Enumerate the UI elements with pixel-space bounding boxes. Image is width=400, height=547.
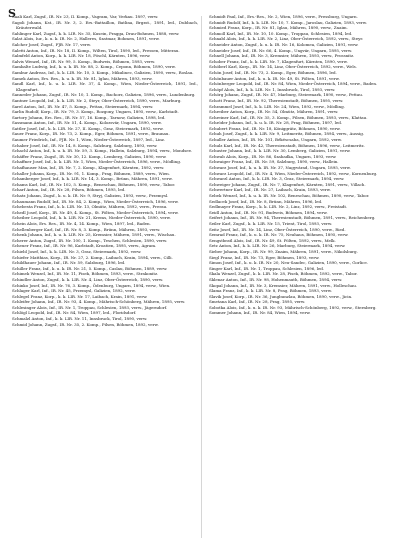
- register-entry: Semrad Franz, Inf., k. u. k. IR. Nr. 75, Neuhaus, Böhmen, 1895, verw.: [209, 232, 349, 238]
- register-entry: Smetana Karl, Inf., IR. Nr. 28, Prag, 1895, verw.: [209, 299, 306, 305]
- left-column: [12, 14, 198, 542]
- register-entry: Schmoll Karl, Inf., IR. Nr. 10, 10. Komp., Troppau, Schlesien, 1894, led.: [209, 30, 353, 36]
- register-entry: Schmid Johann, Zugsf., IR. Nr. 35, 2. Komp., Pilsen, Böhmen, 1892, verw.: [12, 321, 159, 327]
- register-entry: Schäffer Franz, Zugsf., IR. Nr. 30, 12. Komp., Lemberg, Galizien, 1890, verw.: [12, 153, 167, 159]
- register-entry: Sedlacek Josef, Inf., IR. Nr. 8, Brünn, Mähren, 1896, led.: [209, 198, 323, 204]
- register-entry: Schöberl Karl, Korp., IR. Nr. 14, Linz, Ober-Österreich, 1892, verw., Wels.: [209, 64, 357, 70]
- page-letter-heading: S: [8, 7, 16, 20]
- register-entry: Schwaiger Franz, Inf., IR. Nr. 59, Salzburg, 1890, verw., Hallein.: [209, 159, 339, 165]
- register-entry: Schams Karl, Inf., IR. Nr. 102, 5. Komp., Beneschau, Böhmen, 1890, verw., Tabor.: [12, 181, 176, 187]
- register-entry: Schiefer Matthias, Korp., IR. Nr. 27, 2. Komp., Laibach, Krain, 1894, verw., Cilli.: [12, 254, 173, 260]
- register-entry: Seidl Anton, Inf., IR. Nr. 91, Budweis, Böhmen, 1894, verw.: [209, 209, 328, 215]
- register-entry: Schachl Anton, Inf., k. u. k. IR. Nr. 59, 3. Komp., Hallein, Salzburg, 1894, verw., Mondsee.: [12, 148, 193, 154]
- register-entry: Schnell Johann, Inf., IR. Nr. 3, Kremsier, Mähren, 1893, verw., Prossnitz.: [209, 53, 355, 59]
- register-entry: Schiebl Josef, Inf., k. k. LIR. Nr. 3, Graz, Steiermark, 1892, verw.: [12, 248, 142, 254]
- register-entry: Schatz Johann, Zugsf., k. u. k. IR. Nr. 9, Stryj, Galizien, 1893, verw., Przemysl.: [12, 193, 169, 198]
- register-entry: Schnabl Alois, Inf., k. k. LIR. Nr. 2, Linz, Ober-Österreich, 1892, verw., Steyr.: [209, 36, 364, 42]
- register-entry: Schwab Alois, Korp., IR. Nr. 86, Szabadka, Ungarn, 1893, verw.: [209, 153, 337, 159]
- register-entry: Samek Anton, Ers. Res., k. u. k. IR. Nr. 81, Iglau, Mähren, 1893, verw.: [12, 75, 153, 81]
- register-entry: Schinko Josef, Inf., IR. Nr. 76, 3. Komp., Ödenburg, Ungarn, 1894, verw., Wien.: [12, 282, 171, 288]
- register-entry: Salmfeld Anton, Korp., k. k. LIR. Nr. 18, Pöschl, Kärnten, 1896, verw.: [12, 53, 151, 59]
- register-entry: Sahlinger Karl, Zugsf., k. k. LIR. Nr. 35, Kusein, Pragga, Drau-Bohmen, 1888, verw.: [12, 30, 180, 36]
- register-entry: Schuster Johann, Inf., k. k. LIR. Nr. 30, Lemberg, Galizien, 1891, verw.: [209, 148, 351, 154]
- register-entry: Schaumann Rudolf, Inf., IR. Nr. 84, 2. Komp., Wien, Nieder-Österreich, 1896, verw.: [12, 198, 179, 204]
- register-entry: Schaber Josef, Inf., IR. Nr. 14, 8. Komp., Salzburg, Salzburg, 1893, verw.: [12, 142, 158, 148]
- register-entry: Schönbauer Anton, Inf., k. u. k. IR. Nr. 49, St. Pölten, 1891, verw.: [209, 75, 340, 81]
- register-entry: Setz Anton, Inf., k. k. LIR. Nr. 26, Marburg, Steiermark, 1894, verw.: [209, 243, 346, 249]
- register-entry: Siegl Franz, Inf., IR. Nr. 73, Eger, Böhmen, 1893, verw.: [209, 254, 320, 260]
- register-entry: Schwertner Karl, Inf., IR. Nr. 27, Laibach, Krain, 1893, verw.: [209, 187, 331, 193]
- register-entry: Saumer Friedrich, Inf., FJB. Nr. 1, Wien, Nieder-Österreich, 1897, led., Linz.: [12, 137, 166, 143]
- register-entry: Schönberger Leopold, Inf., IR. Nr. 84, Wien, Nieder-Österreich, 1894, verw., Baden.: [209, 81, 378, 87]
- register-entry: Sambur Andreas, Inf., k. k. LIR. Nr. 10, 3. Komp., Mikulinec, Galizien, 1890, verw., Roslau.: [12, 69, 194, 75]
- register-entry: Schubert Franz, Inf., IR. Nr. 18, Königgrätz, Böhmen, 1890, verw.: [209, 125, 341, 131]
- register-entry: Sambalte Ludwig, Inf., k. u. k. IR. Nr. 88, 2. Komp., Ceponn, Böhmen, 1890, verw.: [12, 64, 176, 70]
- register-entry: Schreiner Karl, Inf., IR. Nr. 35, 3. Komp., Pilsen, Böhmen, 1893, verw., Klattau.: [209, 114, 368, 120]
- register-entry: Santner Leopold, Inf., k. k. LIR. Nr. 2, Steyr, Ober-Österreich, 1890, verw., Marburg.: [12, 97, 182, 103]
- register-entry: Schöpf Alois, Inf., k. k. LIR. Nr. 1, Innsbruck, Tirol, 1893, verw.: [209, 86, 336, 92]
- column-divider: [201, 16, 202, 538]
- register-entry: Schebesta Franz, Inf., k. k. LIR. Nr. 13, Olmütz, Mähren, 1892, verw., Prerau.: [12, 204, 168, 210]
- register-entry: Schröder Johann, Inf., k. u. k. IR. Nr. 28, Prag, Böhmen, 1897, led.: [209, 120, 342, 126]
- register-entry: Schneider Anton, Zugsf., k. u. k. IR. Nr. 16, Kolomea, Galizien, 1891, verw.: [209, 41, 359, 47]
- register-entry: Schlager Karl, Inf., IR. Nr. 45, Przemysl, Galizien, 1892, verw.: [12, 288, 136, 294]
- register-entry: Singer Karl, Inf., IR. Nr. 1, Troppau, Schlesien, 1896, led.: [209, 265, 325, 271]
- register-entry: Salcher Josef, Zugsf., FJB. Nr. 17, verw.: [12, 41, 91, 47]
- register-entry: Schuller Anton, Inf., IR. Nr. 101, Békéscsaba, Ungarn, 1892, verw.: [209, 137, 342, 143]
- register-entry: Schmied Franz, Korp., IR. Nr. 81, Iglau, Mähren, 1890, verw., Znaim.: [209, 25, 348, 31]
- register-entry: Saali Karl, Zugsf., IR. Nr. 23, II. Komp., Vagram, Var, Verkau. 1897, verw.: [12, 14, 159, 19]
- register-entry: Seiler Karl, Zugsf., k. k. LIR. Nr. 15, Trient, Tirol, 1893, verw.: [209, 220, 333, 226]
- register-entry: Schulz Karl, Inf., IR. Nr. 42, Theresienstadt, Böhmen, 1896, verw., Leitmeritz.: [209, 142, 365, 148]
- register-entry: Scherer Anton, Zugsf., IR. Nr. 100, 1. Komp., Teschen, Schlesien, 1890, verw.: [12, 237, 168, 243]
- register-entry: Sebek Wenzel, Inf., k. u. k. IR. Nr. 102, Beneschau, Böhmen, 1890, verw., Tabor.: [209, 193, 370, 198]
- register-entry: Sauer Franz, Korp., IR. Nr. 73, 2. Komp., Eger, Böhmen, 1891, verw., Braunau.: [12, 131, 170, 137]
- register-entry: Schön Josef, Inf., IR. Nr. 73, 2. Komp., Eger, Böhmen, 1896, led.: [209, 69, 337, 75]
- register-entry: Simon Josef, Inf., k. u. k. IR. Nr. 20, Neu-Sandec, Galizien, 1890, verw., Gorlice.: [209, 260, 368, 266]
- register-entry: Schmidt Paul, Inf., Ers.-Res., Nr. 2, Wien, 1896, verw., Pressburg, Ungarn.: [209, 14, 358, 19]
- register-entry: Sieber Johann, Korp., IR. Nr. 99, Znaim, Mähren, 1891, verw., Nikolsburg.: [209, 248, 358, 254]
- register-entry: Schlögl Leopold, Inf., IR. Nr. 84, Wien, 1897, led., Floridsdorf.: [12, 310, 137, 316]
- register-entry: Seifert Johann, Inf., IR. Nr. 94, Theresienstadt, Böhmen, 1891, verw., Reichenberg.: [209, 215, 376, 221]
- register-entry: Schimek Wenzel, Inf., IR. Nr. 11, Pisek, Böhmen, 1893, verw., Strakonitz.: [12, 271, 159, 277]
- register-entry: Scheiber Leopold, Inf., k. k. LIR. Nr. 21, Krems, Nieder-Österreich, 1890, verw.: [12, 215, 171, 221]
- register-entry: Schwarz Leopold, Inf., IR. Nr. 4, Wien, Nieder-Österreich, 1892, verw., Korneuburg.: [209, 170, 378, 176]
- register-entry: Schindler Anton, Zugsf., k. k. LIR. Nr. 4, Linz, Ober-Österreich, 1890, verw.: [12, 276, 164, 282]
- register-entry: Sattler Josef, Inf., k. k. LIR. Nr. 27, II. Komp., Graz, Steiermark, 1892, verw.: [12, 125, 164, 131]
- register-entry: Sarlin Rudolf, Korp., IR. Nr. 79, 3. Komp., Rozgony, Ungarn, 1895, verw., Karlstadt.: [12, 109, 179, 115]
- register-entry: Schörg Johann, Zugsf., IR. Nr. 47, Marburg, Steiermark, 1890, verw., Pettau.: [209, 92, 364, 98]
- register-entry: Schildhauer Johann, Inf., IR. Nr. 59, Salzburg, 1896, led.: [12, 260, 126, 266]
- register-entry: Scharf Anton, Inf., IR. Nr. 28, Pilsen, Böhmen, 1895, led.: [12, 187, 126, 193]
- register-entry: Schober Franz, Inf., k. k. LIR. Nr. 7, Klagenfurt, Kärnten, 1890, verw.: [209, 58, 348, 64]
- register-entry: Salvis Wenzel, Inf., IR. Nr. 99, 5. Komp., Budweis, Böhmen, 1893, verw.: [12, 58, 156, 64]
- register-entry: Schamberger Josef, Inf., k. k. LIR. Nr. 14, 3. Komp., Brünn, Mähren, 1891, verw.: [12, 176, 173, 182]
- register-entry: Schwarz Josef, Inf., k. u. k. IR. Nr. 37, Nagyvárad, Ungarn, 1895, verw.: [209, 165, 351, 171]
- register-entry: Skala Wenzel, Zugsf., k. k. LIR. Nr. 28, Pisek, Böhmen, 1892, verw., Tabor.: [209, 271, 358, 277]
- register-entry: Scheuer Franz, Inf., IR. Nr. 96, Karlstadt, Kroatien, 1895, verw., Agram.: [12, 243, 157, 249]
- register-entry: Schafhauser Max, Inf., IR. Nr. 7, 2. Komp., Klagenfurt, Kärnten, 1892, verw.: [12, 165, 165, 171]
- register-entry: Sommer Johann, Inf., IR. Nr. 84, Wien, 1894, verw.: [209, 310, 311, 316]
- register-entry: Salat Alois, Iur., k. u. k. IR. Nr. 2, Halleres, Szatmar, Bohmen, 1891, verw.: [12, 36, 160, 42]
- register-entry: Sartory Johann, Ers. Res., IR. Nr. 57, 16. Komp., Tarnow, Galizien, 1898, led.: [12, 114, 166, 120]
- register-entry: Schleifer Johann, Inf., IR. Nr. 93, 4. Komp., Mährisch-Schönberg, Mähren, 1895, verw.: [12, 299, 186, 305]
- register-entry: Sobotka Alois, Inf., k. u. k. IR. Nr. 93, Mährisch-Schönberg, 1892, verw., Sternberg.: [209, 304, 377, 310]
- register-entry: Sklenar Anton, Inf., IR. Nr. 98, Hohenmauth, Böhmen, 1894, verw.: [209, 276, 343, 282]
- register-entry: Saletti Anton, Inf., IR. Nr. 18, II. Komp., Wilten, Tirol, 1890, led., Pressen, Mitterau.: [12, 47, 180, 53]
- register-entry: Sassmann Anton, Inf., IR. Nr. 51, 4. Komp., Kolozsvár, Ungarn, 1890, verw.: [12, 120, 162, 126]
- register-entry: Schrammel Josef, Inf., k. k. LIR. Nr. 24, Wien, 1892, verw., Mödling.: [209, 103, 345, 109]
- register-entry: Schwarzl Anton, Inf., k. k. LIR. Nr. 3, Graz, Steiermark, 1894, verw.: [209, 176, 345, 182]
- register-entry: Schott Franz, Inf., IR. Nr. 92, Theresienstadt, Böhmen, 1895, verw.: [209, 97, 344, 103]
- register-entry: Schlesinger Alois, Inf., IR. Nr. 1, Troppau, Schlesien, 1893, verw., Jägerndorf.: [12, 304, 168, 310]
- register-entry: Schedl Josef, Korp., IR. Nr. 49, 4. Komp., St. Pölten, Nieder-Österreich, 1894, verw.: [12, 209, 179, 215]
- register-entry: Schellenberger Karl, Inf., IR. Nr. 8, 3. Komp., Brünn, Mähren, 1893, verw.: [12, 226, 161, 232]
- register-entry: Sedlmayer Franz, Korp., k. k. LIR. Nr. 2, Linz, 1892, verw., Freistadt.: [209, 204, 348, 210]
- register-entry: Schweiger Johann, Zugsf., IR. Nr. 7, Klagenfurt, Kärnten, 1891, verw., Villach.: [209, 181, 366, 187]
- register-entry: Seitz Josef, Inf., IR. Nr. 14, Linz, Ober-Österreich, 1890, verw., Ried.: [209, 226, 346, 232]
- register-entry: Sarel Anton, Inf., IR. Nr. 47, 5. Komp., Pettau, Steiermark, 1894, verw.: [12, 103, 154, 109]
- register-entry: Sagoli Johann, Kst., IR. Nr. 3, 2. Ers.-Battaillon, Batlina, Brgzst., 1891, led., Dubbach, Kräuterwald.: [12, 19, 198, 31]
- register-entry: Sanneder Johann, Zugsf., IR. Nr. 10, 1. Komp., Bachorz, Galizien, 1896, verw., Lundenburg.: [12, 92, 196, 98]
- register-entry: Schiller Franz, Inf., k. u. k. IR. Nr. 21, 5. Komp., Caslau, Böhmen, 1889, verw.: [12, 265, 168, 271]
- register-entry: Schuh Josef, Zugsf., k. k. LIR. Nr. 9, Leitmeritz, Böhmen, 1894, verw., Aussig.: [209, 131, 365, 137]
- right-column: [209, 14, 395, 542]
- register-entry: Schaller Johann, Korp., IR. Nr. 91, 1. Komp., Prag, Böhmen, 1889, verw., Wien.: [12, 170, 170, 176]
- register-entry: Schmalzl Anton, Inf., k. k. LIR. Nr. 11, Innsbruck, Tirol, 1890, verw.: [12, 316, 148, 322]
- register-entry: Sandl Karl, Inf., k. u. k. LIR. Nr. 37, 4. Komp., Wien, Nieder-Österreich, 1891, led., Klagenfurt.: [12, 81, 198, 92]
- register-entry: Schneider Josef, Inf., IR. Nr. 66, 4. Komp., Ungvár, Ungarn, 1895, verw.: [209, 47, 353, 53]
- register-entry: Schreiber Anton, Korp., IR. Nr. 54, Olmütz, Mähren, 1891, verw.: [209, 109, 339, 115]
- register-entry: Schaffner Josef, Inf., k. k. LIR. Nr. 1, Wien, Nieder-Österreich, 1896, verw., Mödling.: [12, 159, 181, 165]
- register-entry: Slavik Josef, Korp., IR. Nr. 36, Jungbunzlau, Böhmen, 1890, verw., Jicin.: [209, 293, 353, 299]
- register-entry: Schenk Johann, Inf., k. u. k. LIR. Nr. 25, Kremsier, Mähren, 1891, verw., Wischau.: [12, 232, 176, 238]
- register-entry: Schein Alois, Ers. Res., IR. Nr. 4, 14. Komp., Wien, 1897, led., Baden.: [12, 220, 151, 226]
- register-entry: Schmidt Rudolf, Inf., k. k. LIR. Nr. 10, 7. Komp., Jaroslau, Galizien, 1893, verw.: [209, 19, 367, 25]
- register-entry: Slama Franz, Inf., k. k. LIR. Nr. 8, Prag, Böhmen, 1893, verw.: [209, 288, 332, 294]
- register-entry: Sengstbratl Alois, Inf., IR. Nr. 49, St. Pölten, 1892, verw., Melk.: [209, 237, 336, 243]
- register-entry: Schlegel Franz, Korp., k. k. LIR. Nr. 17, Laibach, Krain, 1891, verw.: [12, 293, 148, 299]
- register-entry: Skopal Johann, Inf., IR. Nr. 3, Kremsier, Mähren, 1891, verw., Holleschau.: [209, 282, 358, 288]
